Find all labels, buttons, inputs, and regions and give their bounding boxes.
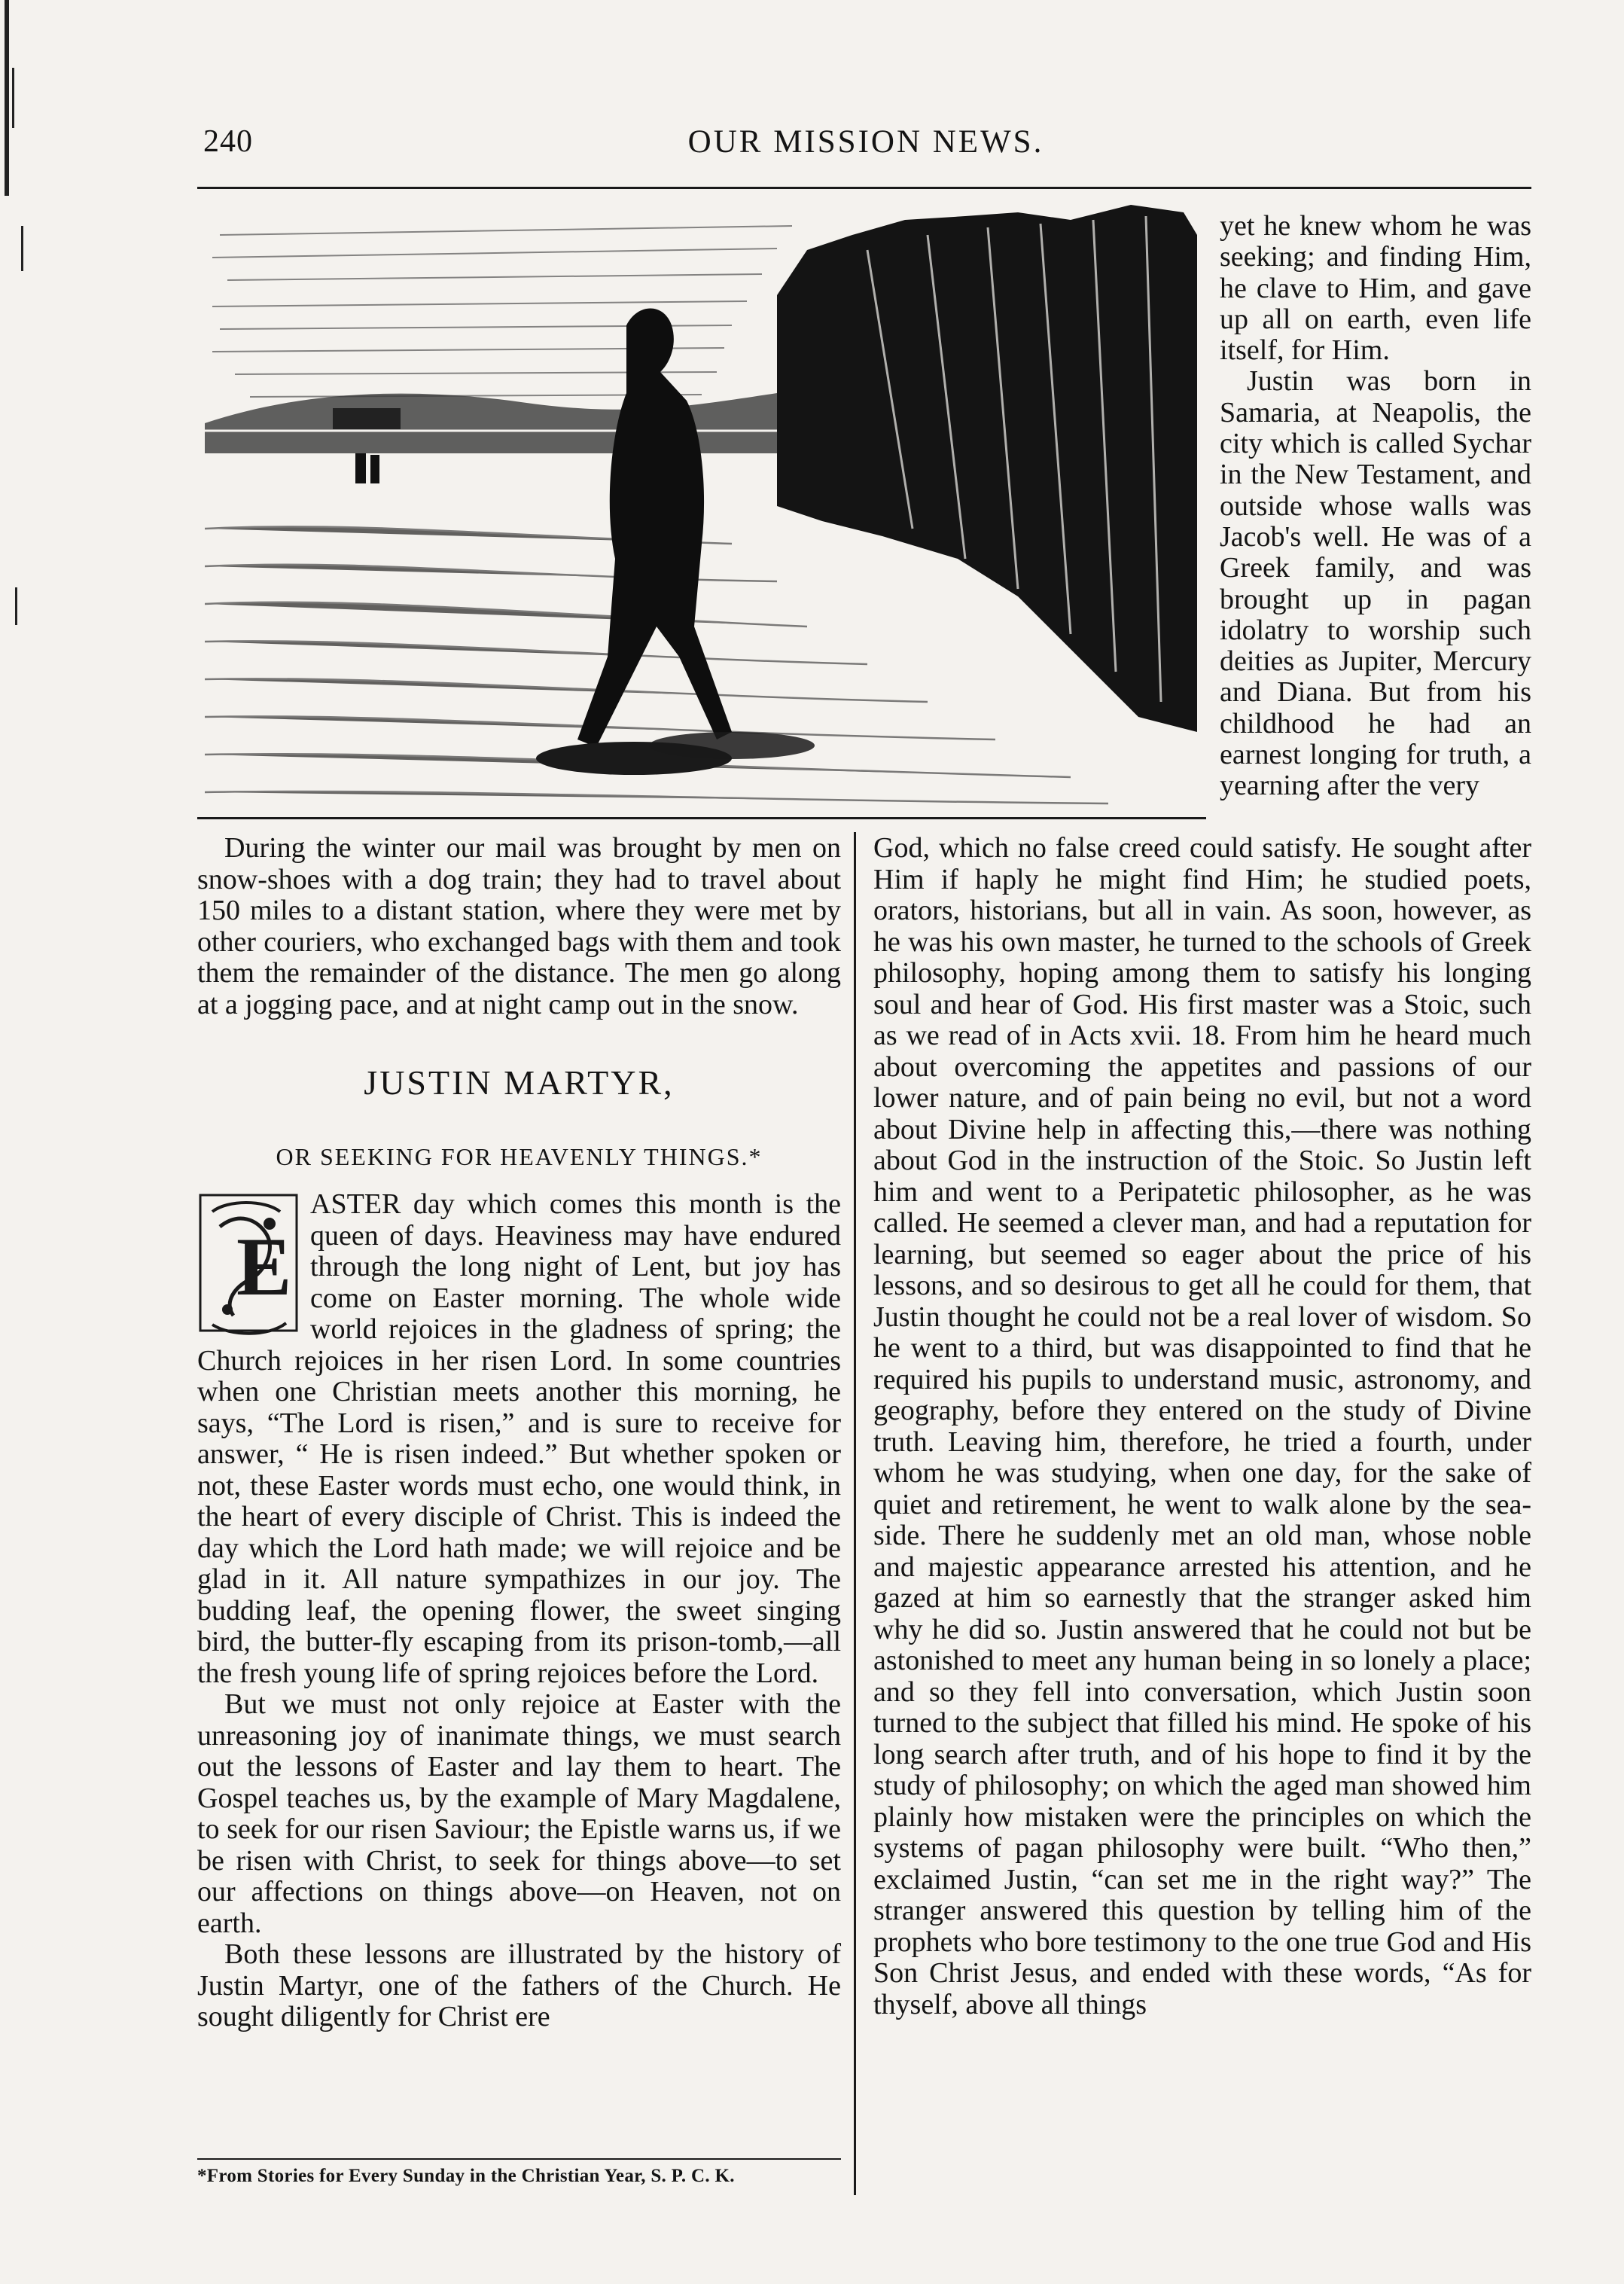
binding-mark [15,587,17,625]
journal-title: OUR MISSION NEWS. [687,124,1044,160]
footnote-rule [197,2158,841,2160]
mail-paragraph: During the winter our mail was brought by men on snow-shoes with a dog train; they had to travel about 150 miles to a distant station, where they were met by other couriers, who exchanged bags with them and took them the remainder of the distance. The men go along at a jogging pace, and at night camp out in the snow. [197,832,841,1020]
body-paragraph: But we must not only rejoice at Easter with the unreasoning joy of inanimate things, we must search out the lessons of Easter and lay them to heart. The Gospel teaches us, by the example of Mary Magdalene, to seek for our risen Saviour; the Epistle warns us, if we be risen with Christ, to seek for things above—to set our affections on things above—on Heaven, not on earth. [197,1688,841,1939]
wrap-paragraph: yet he knew whom he was seeking; and finding Him, he clave to Him, and gave up all on earth, even life itself, for Him. [1220,210,1531,367]
running-head [203,124,1528,176]
column-divider [854,832,856,2195]
binding-mark [21,226,23,271]
footnote: *From Stories for Every Sunday in the Christian Year, S. P. C. K. [197,2166,735,2186]
dropcap-letter: E [236,1221,292,1313]
decorated-dropcap-icon [197,1189,301,1341]
wrap-text [1220,211,1531,802]
body-paragraph: Both these lessons are illustrated by the history of Justin Martyr, one of the fathers of the Church. He sought diligently for Christ ere [197,1938,841,2032]
left-column [197,833,841,2033]
page-number: 240 [203,124,253,159]
binding-mark [12,68,14,128]
right-column [873,833,1531,2020]
easter-paragraph: ASTER day which comes this month is the queen of days. Heaviness may have endured through the long night of Lent, but joy has come on Easter morning. The whole wide world rejoices in the gladness of spring; the Church rejoices in her risen Lord. In some countries when one Christian meets another this morning, he says, “The Lord is risen,” and is sure to receive for answer, “ He is risen indeed.” But whether spoken or not, these Easter words must echo, one would think, in the heart of every disciple of Christ. This is indeed the day which the Lord hath made; we will rejoice and be glad in it. All nature sympathizes in our joy. The budding leaf, the opening flower, the sweet singing bird, the butter-fly escaping from its prison-tomb,—all the fresh young life of spring rejoices before the Lord. [197,1188,841,1689]
body-paragraph: God, which no false creed could satisfy. He sought after Him if haply he might find Him; he studied poets, orators, historians, but all in vain. As soon, however, as he was his own master, he turned to the schools of Greek philosophy, hoping among them to satisfy his longing soul and hear of God. His first master was a Stoic, such as we read of in Acts xvii. 18. From him he heard much about overcoming the appetites and passions of our lower nature, and of pain being no evil, but not a word about Divine help in affecting this,—there was nothing about God in the instruction of the Stoic. So Justin left him and went to a Peripatetic philosopher, as he was called. He seemed a clever man, and had a reputation for learning, but seemed so eager about the price of his lessons, and so desirous to get all he could for them, that Justin thought he could not be a real lover of wisdom. So he went to a third, but was disappointed to find that he required his pupils to understand music, astronomy, and geography, before they entered on the study of Divine truth. Leaving him, therefore, he tried a fourth, under whom he was studying, when one day, for the sake of quiet and retirement, he went to walk alone by the sea-side. There he suddenly met an old man, whose noble and majestic appearance arrested his attention, and he gazed at him so earnestly that the stranger asked him why he did so. Justin answered that he could not but be astonished to meet any human being in so lonely a place; and so they fell into conversation, which Justin soon turned to the subject that filled his mind. He spoke of his long search after truth, and of his hope to find it by the study of philosophy; on which the aged man showed him plainly how mistaken were the principles on which the systems of pagan philosophy were built. “Who then,” exclaimed Justin, “can set me in the right way?” The stranger answered this question by telling him of the prophets who bore testimony to the one true God and His Son Christ Jesus, and ended with these words, “As for thyself, above all things [873,832,1531,2020]
illustration-rule [197,817,1206,819]
article-title: JUSTIN MARTYR, [364,1063,675,1102]
wrap-paragraph: Justin was born in Samaria, at Neapolis, the city which is called Sychar in the New Testament, and outside whose walls was Jacob's well. He was of a Greek family, and was brought up in pagan idolatry to worship such deities as Jupiter, Mercury and Diana. But from his childhood he had an earnest longing for truth, a yearning after the very [1220,365,1531,802]
snowshoe-walker-engraving-icon [205,205,1197,807]
header-rule [197,187,1531,189]
article-subtitle: OR SEEKING FOR HEAVENLY THINGS.* [276,1143,763,1170]
binding-mark [5,0,9,196]
